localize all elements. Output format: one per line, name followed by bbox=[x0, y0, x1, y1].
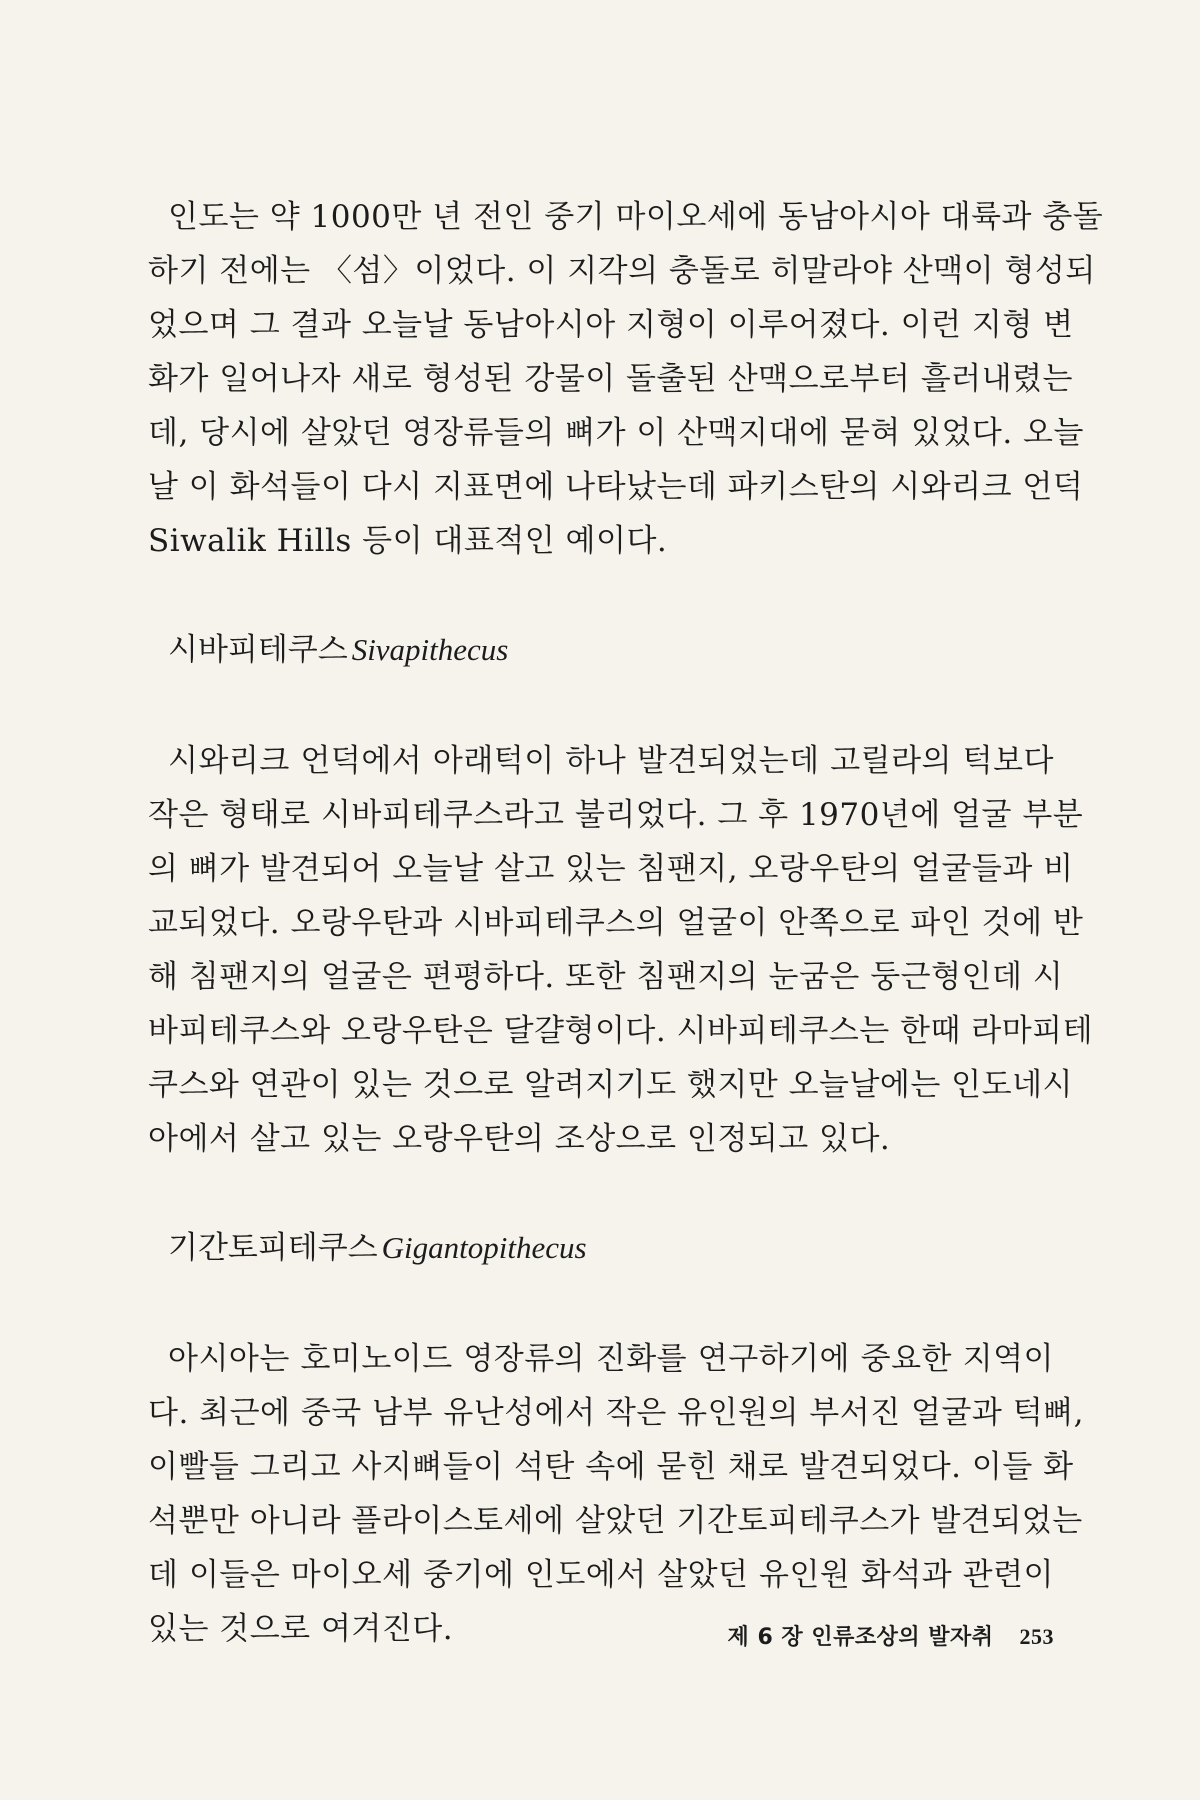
text-line: 데, 당시에 살았던 영장류들의 뼈가 이 산맥지대에 묻혀 있었다. 오늘 bbox=[148, 415, 1084, 451]
section-heading-gigantopithecus bbox=[148, 1228, 1054, 1268]
paragraph-india-collision bbox=[148, 190, 1104, 568]
text-line: 의 뼈가 발견되어 오늘날 살고 있는 침팬지, 오랑우탄의 얼굴들과 비 bbox=[148, 851, 1074, 887]
text-line: 화가 일어나자 새로 형성된 강물이 돌출된 산맥으로부터 흘러내렸는 bbox=[148, 361, 1073, 397]
text-line: 인도는 약 1000만 년 전인 중기 마이오세에 동남아시아 대륙과 충돌 bbox=[168, 199, 1104, 235]
page-body bbox=[148, 190, 1104, 1656]
text-line: 작은 형태로 시바피테쿠스라고 불리었다. 그 후 1970년에 얼굴 부분 bbox=[148, 797, 1084, 833]
text-line: 바피테쿠스와 오랑우탄은 달걀형이다. 시바피테쿠스는 한때 라마피테 bbox=[148, 1013, 1094, 1049]
text-line: 아시아는 호미노이드 영장류의 진화를 연구하기에 중요한 지역이 bbox=[168, 1341, 1054, 1377]
text-line: 이빨들 그리고 사지뼈들이 석탄 속에 묻힌 채로 발견되었다. 이들 화 bbox=[148, 1449, 1074, 1485]
text-line: 하기 전에는 〈섬〉이었다. 이 지각의 충돌로 히말라야 산맥이 형성되 bbox=[148, 253, 1096, 289]
heading-korean: 기간토피테쿠스 bbox=[168, 1230, 378, 1266]
running-chapter-title: 제 6 장 인류조상의 발자취 bbox=[727, 1625, 994, 1650]
text-line: 시와리크 언덕에서 아래턱이 하나 발견되었는데 고릴라의 턱보다 bbox=[168, 743, 1054, 779]
heading-latin: Sivapithecus bbox=[351, 632, 509, 667]
page-footer bbox=[700, 1620, 1054, 1651]
text-line: 데 이들은 마이오세 중기에 인도에서 살았던 유인원 화석과 관련이 bbox=[148, 1557, 1054, 1593]
text-line: 해 침팬지의 얼굴은 편평하다. 또한 침팬지의 눈굼은 둥근형인데 시 bbox=[148, 959, 1064, 995]
text-line: 쿠스와 연관이 있는 것으로 알려지기도 했지만 오늘날에는 인도네시 bbox=[148, 1067, 1073, 1103]
text-line: 교되었다. 오랑우탄과 시바피테쿠스의 얼굴이 안쪽으로 파인 것에 반 bbox=[148, 905, 1084, 941]
paragraph-gigantopithecus bbox=[148, 1332, 1084, 1656]
heading-latin: Gigantopithecus bbox=[381, 1230, 587, 1265]
text-line: 었으며 그 결과 오늘날 동남아시아 지형이 이루어졌다. 이런 지형 변 bbox=[148, 307, 1074, 343]
text-line: 다. 최근에 중국 남부 유난성에서 작은 유인원의 부서진 얼굴과 턱뼈, bbox=[148, 1395, 1084, 1431]
text-line: 아에서 살고 있는 오랑우탄의 조상으로 인정되고 있다. bbox=[148, 1121, 891, 1157]
text-line: 있는 것으로 여겨진다. bbox=[148, 1611, 454, 1647]
page-number: 253 bbox=[1019, 1624, 1054, 1649]
text-line: Siwalik Hills 등이 대표적인 예이다. bbox=[148, 523, 668, 559]
heading-korean: 시바피테쿠스 bbox=[168, 632, 348, 668]
text-line: 석뿐만 아니라 플라이스토세에 살았던 기간토피테쿠스가 발견되었는 bbox=[148, 1503, 1083, 1539]
section-heading-sivapithecus bbox=[148, 630, 1054, 670]
paragraph-sivapithecus bbox=[148, 734, 1094, 1166]
text-line: 날 이 화석들이 다시 지표면에 나타났는데 파키스탄의 시와리크 언덕 bbox=[148, 469, 1084, 505]
